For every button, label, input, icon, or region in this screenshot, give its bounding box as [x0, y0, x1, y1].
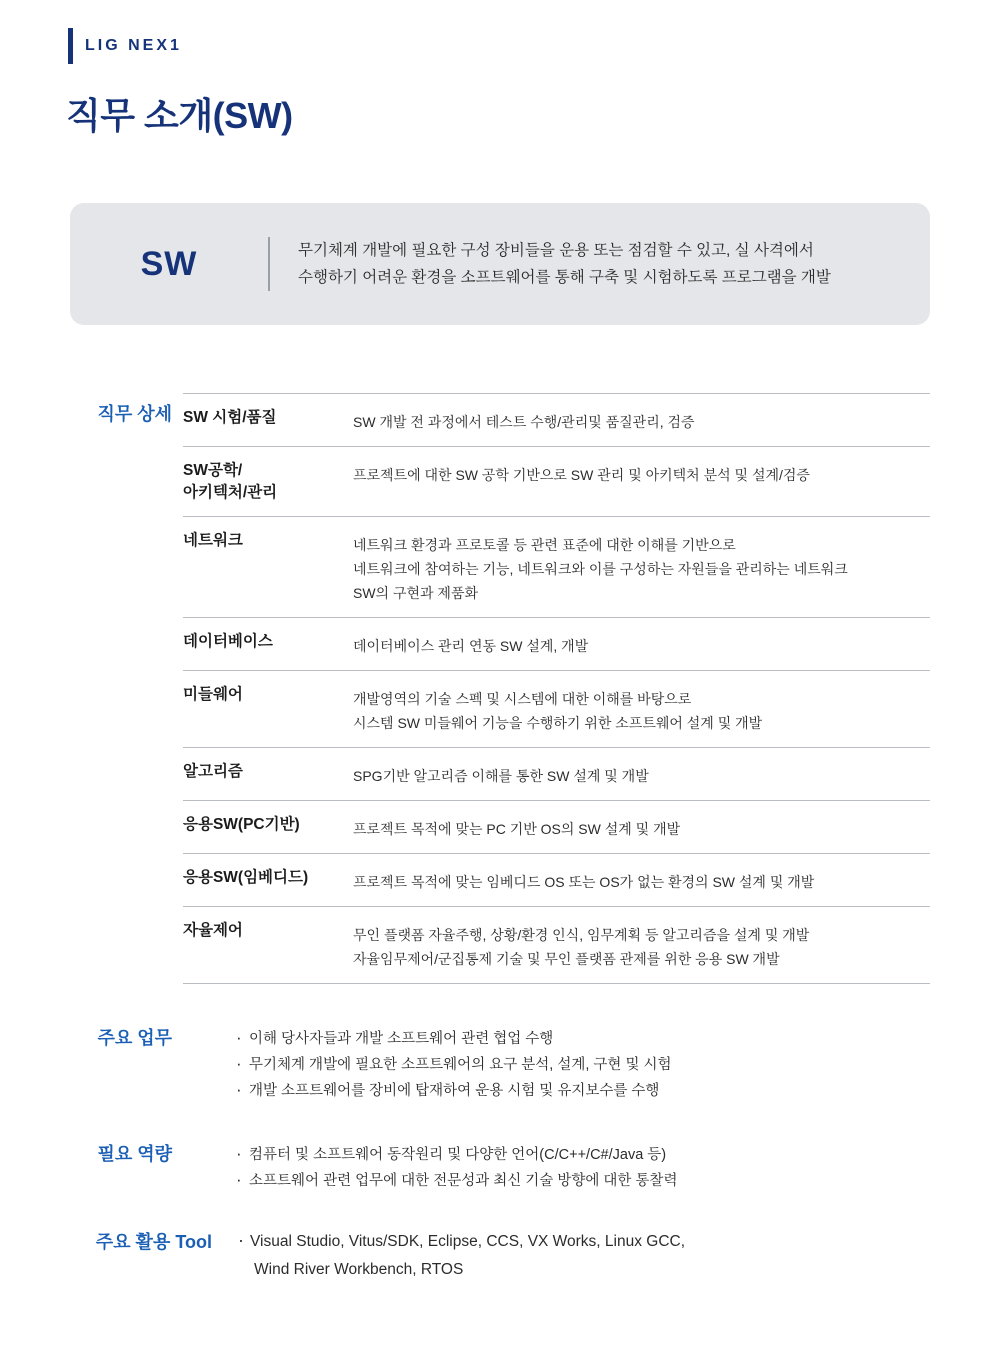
detail-description — [353, 854, 930, 907]
detail-description — [353, 801, 930, 854]
summary-tag: SW — [140, 244, 198, 283]
detail-description — [353, 671, 930, 748]
detail-category: SW 시험/품질 — [183, 409, 277, 426]
detail-description — [353, 517, 930, 618]
tools-list — [238, 1228, 685, 1284]
detail-line: 데이터베이스 관리 연동 SW 설계, 개발 — [353, 638, 589, 654]
detail-line: 무인 플랫폼 자율주행, 상황/환경 인식, 임무계획 등 알고리즘을 설계 및 개발 — [353, 927, 810, 943]
detail-category: 자율제어 — [183, 922, 243, 939]
detail-description — [353, 394, 930, 447]
detail-line: 프로젝트 목적에 맞는 PC 기반 OS의 SW 설계 및 개발 — [353, 821, 681, 837]
brand-logo — [68, 28, 182, 64]
detail-category-line: SW공학/ — [183, 462, 243, 479]
table-row — [183, 517, 930, 618]
list-item: · 개발 소프트웨어를 장비에 탑재하여 운용 시험 및 유지보수를 수행 — [236, 1078, 672, 1104]
detail-category: 네트워크 — [183, 532, 243, 549]
skills-list — [236, 1142, 677, 1194]
detail-description — [353, 447, 930, 517]
detail-category-line: 아키텍처/관리 — [183, 484, 278, 501]
detail-description — [353, 618, 930, 671]
detail-description — [353, 748, 930, 801]
detail-category: 응용SW(임베디드) — [183, 869, 309, 886]
section-label-skills: 필요 역량 — [97, 1144, 172, 1164]
table-row — [183, 671, 930, 748]
table-row — [183, 801, 930, 854]
detail-description — [353, 907, 930, 984]
detail-line: 네트워크에 참여하는 기능, 네트워크와 이를 구성하는 자원들을 관리하는 네트워크 — [353, 561, 848, 577]
detail-line: SW의 구현과 제품화 — [353, 585, 478, 601]
section-label-detail: 직무 상세 — [97, 404, 172, 424]
detail-line: SW 개발 전 과정에서 테스트 수행/관리및 품질관리, 검증 — [353, 414, 695, 430]
list-item: · 소프트웨어 관련 업무에 대한 전문성과 최신 기술 방향에 대한 통찰력 — [236, 1168, 677, 1194]
brand-accent-bar — [68, 28, 73, 64]
detail-category — [183, 447, 353, 517]
detail-line: SPG기반 알고리즘 이해를 통한 SW 설계 및 개발 — [353, 768, 649, 784]
list-item: · 컴퓨터 및 소프트웨어 동작원리 및 다양한 언어(C/C++/C#/Java 등) — [236, 1142, 677, 1168]
list-item: · 이해 당사자들과 개발 소프트웨어 관련 협업 수행 — [236, 1026, 672, 1052]
list-item: · Visual Studio, Vitus/SDK, Eclipse, CCS, VX Works, Linux GCC, — [238, 1228, 685, 1256]
section-label-tools: 주요 활용 Tool — [95, 1232, 212, 1252]
detail-category: 데이터베이스 — [183, 633, 273, 650]
detail-line: 프로젝트에 대한 SW 공학 기반으로 SW 관리 및 아키텍처 분석 및 설계/검증 — [353, 467, 810, 483]
table-row — [183, 447, 930, 517]
duties-list — [236, 1026, 672, 1104]
detail-category: 응용SW(PC기반) — [183, 816, 300, 833]
detail-line: 프로젝트 목적에 맞는 임베디드 OS 또는 OS가 없는 환경의 SW 설계 및 개발 — [353, 874, 815, 890]
table-row — [183, 618, 930, 671]
section-label-duties: 주요 업무 — [97, 1028, 172, 1048]
job-detail-table — [183, 393, 930, 984]
brand-name: LIG NEX1 — [85, 37, 182, 54]
summary-line-2: 수행하기 어려운 환경을 소프트웨어를 통해 구축 및 시험하도록 프로그램을 개발 — [298, 269, 831, 286]
table-row — [183, 748, 930, 801]
table-row — [183, 394, 930, 447]
detail-category: 알고리즘 — [183, 763, 243, 780]
summary-text — [270, 237, 831, 291]
list-item: · 무기체계 개발에 필요한 소프트웨어의 요구 분석, 설계, 구현 및 시험 — [236, 1052, 672, 1078]
page-title: 직무 소개(SW) — [66, 95, 293, 136]
table-row — [183, 854, 930, 907]
table-row — [183, 907, 930, 984]
detail-line: 시스템 SW 미들웨어 기능을 수행하기 위한 소프트웨어 설계 및 개발 — [353, 715, 763, 731]
list-item-continued: Wind River Workbench, RTOS — [254, 1261, 464, 1278]
detail-line: 자율임무제어/군집통제 기술 및 무인 플랫폼 관제를 위한 응용 SW 개발 — [353, 951, 780, 967]
detail-line: 개발영역의 기술 스펙 및 시스템에 대한 이해를 바탕으로 — [353, 691, 692, 707]
summary-line-1: 무기체계 개발에 필요한 구성 장비들을 운용 또는 점검할 수 있고, 실 사격에서 — [298, 242, 814, 259]
detail-line: 네트워크 환경과 프로토콜 등 관련 표준에 대한 이해를 기반으로 — [353, 537, 736, 553]
summary-box — [70, 203, 930, 325]
detail-category: 미들웨어 — [183, 686, 243, 703]
